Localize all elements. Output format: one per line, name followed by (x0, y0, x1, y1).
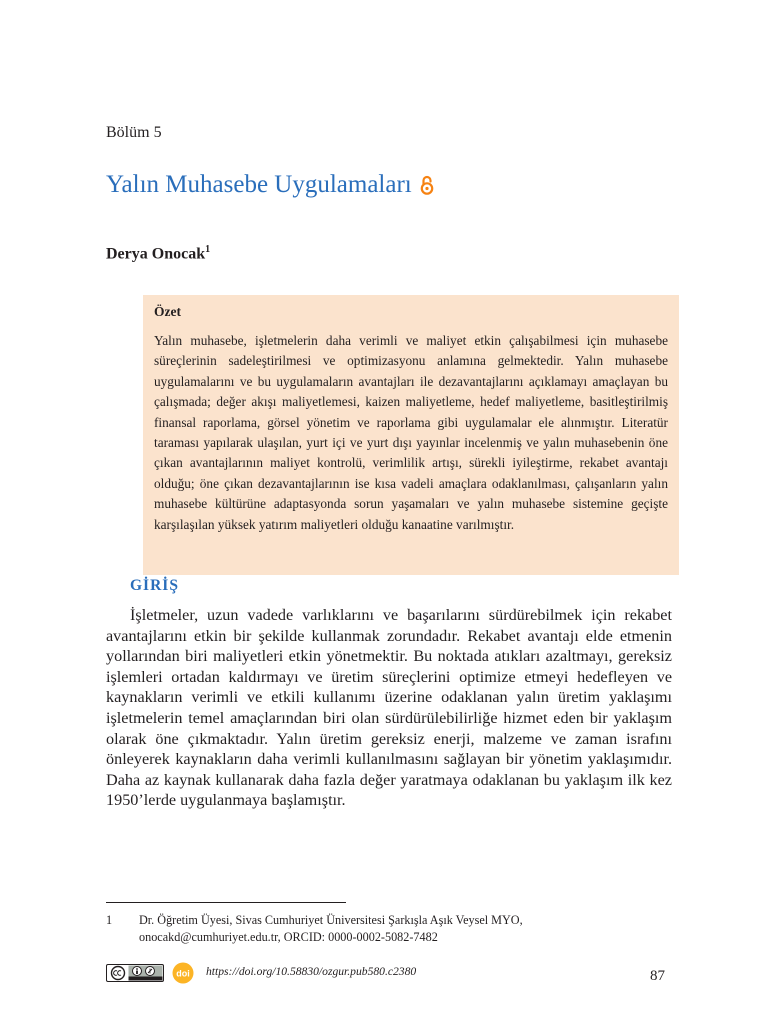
abstract-heading: Özet (154, 304, 181, 319)
section-heading: GİRİŞ (130, 577, 179, 594)
chapter-label: Bölüm 5 (106, 124, 162, 141)
footnote-line-2: onocakd@cumhuriyet.edu.tr, ORCID: 0000-0002-5082-7482 (139, 930, 438, 944)
cc-by-nc-license-icon[interactable] (106, 964, 164, 982)
doi-logo-text: doi (176, 968, 190, 979)
intro-paragraph: İşletmeler, uzun vadede varlıklarını ve başarılarını sürdürebilmek için rekabet avantajlarını etkin bir şekilde kullanmak zorundadır. Rekabet avantajı elde etmenin yollarından biri maliyetleri etkin yönetmektir. Bu noktada atıkları azaltmayı, gereksiz işlemleri ortadan kaldırmayı ve üretim süreçlerini optimize etmeyi hedefleyen ve kaynakların verimli ve etkili kullanımı üzerine odaklanan yalın üretim yaklaşımı işletmelerin temel amaçlarından biri olan sürdürülebilirliğe hizmet eden bir yaklaşım olarak öne çıkmaktadır. Yalın üretim gereksiz enerji, malzeme ve zaman israfını önleyerek kaynakların daha verimli kullanılmasını sağlayan bir yönetim yaklaşımıdır. Daha az kaynak kullanarak daha fazla değer yaratmaya odaklanan bu yaklaşım ilk kez 1950’lerde uygulanmaya başlamıştır. (106, 606, 672, 810)
footnote (106, 912, 666, 946)
author-name-text: Derya Onocak (106, 245, 206, 263)
abstract-text: Yalın muhasebe, işletmelerin daha verimli ve maliyet etkin çalışabilmesi için muhasebe süreçlerinin sadeleştirilmesi ve optimizasyonu anlamına gelmektedir. Yalın muhasebe uygulamalarını ve bu uygulamaların avantajları ile dezavantajlarını açıklamayı amaçlayan bu çalışmada; değer akışı maliyetlemesi, kaizen maliyetleme, hedef maliyetleme, basitleştirilmiş finansal raporlama, görsel yönetim ve raporlama gibi uygulamalar ele alınmıştır. Literatür taraması yapılarak ulaşılan, yurt içi ve yurt dışı yayınlar incelenmiş ve yalın muhasebenin öne çıkan avantajlarının maliyet kontrolü, verimlilik artışı, sürekli iyileştirme, rekabet avantajı olduğu; öne çıkan dezavantajlarının ise kısa vadeli amaçlara odaklanılması, çalışanların yalın muhasebe kültürüne adaptasyonda sorun yaşamaları ve yalın muhasebe sistemine geçişte karşılaşılan yüksek yatırım maliyetleri olduğu kanaatine varılmıştır. (154, 333, 668, 532)
author-name (106, 244, 210, 263)
doi-link[interactable]: https://doi.org/10.58830/ozgur.pub580.c2380 (206, 965, 417, 978)
chapter-title: Yalın Muhasebe Uygulamaları (106, 171, 412, 198)
author-footnote-marker[interactable]: 1 (205, 244, 211, 255)
footnote-line-1: Dr. Öğretim Üyesi, Sivas Cumhuriyet Üniversitesi Şarkışla Aşık Veysel MYO, (139, 913, 523, 927)
open-access-lock-icon (420, 175, 434, 195)
doi-logo-icon[interactable] (172, 962, 194, 984)
page-number: 87 (650, 968, 665, 984)
footnote-number: 1 (106, 913, 113, 927)
title-row (106, 171, 434, 199)
footnote-divider (106, 902, 346, 903)
abstract-box (143, 295, 679, 575)
body-text (106, 605, 672, 811)
